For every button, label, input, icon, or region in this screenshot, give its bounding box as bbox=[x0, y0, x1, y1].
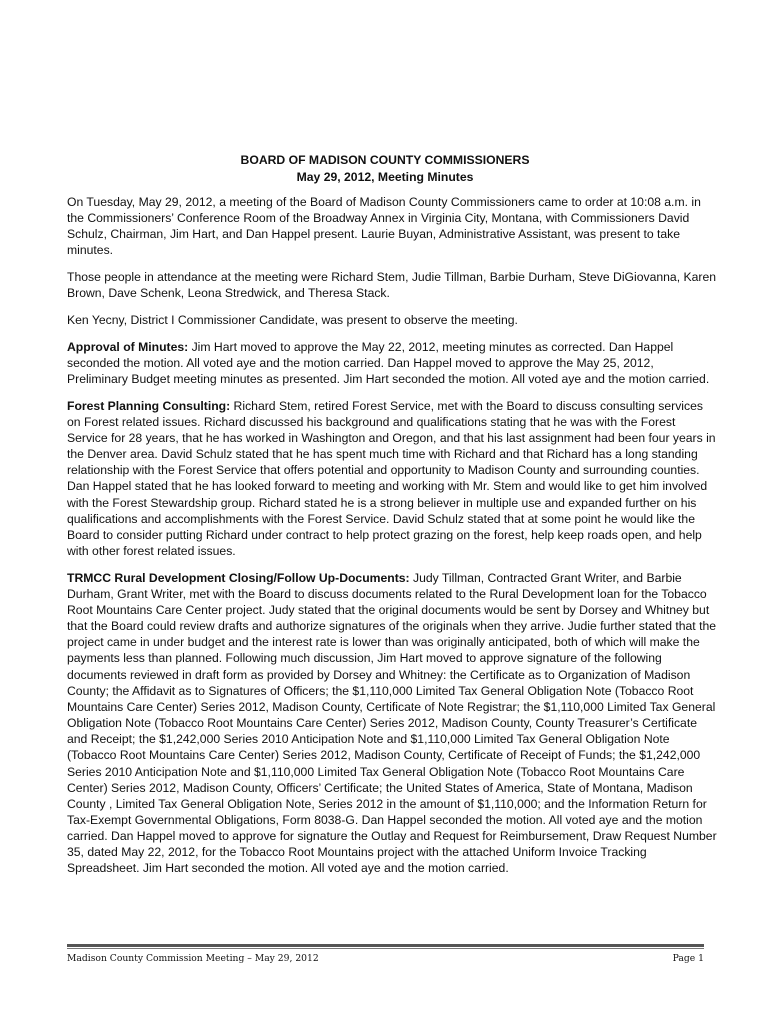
forest-text: Richard Stem, retired Forest Service, met with the Board to discuss consulting services on Forest related issues. Richard discussed his background and qualifications stating that he was with the Forest Service for 28 years, that he has worked in Washington and Oregon, and that his last assignment had been four years in the Denver area. David Schulz stated that he has spent much time with Richard and that Richard has a long standing relationship with the Forest Service that offers potential and opportunity to Madison County and surrounding counties. Dan Happel stated that he has looked forward to meeting and working with Mr. Stem and would like to get him involved with the Forest Stewardship group. Richard stated he is a strong believer in multiple use and expanded further on his qualifications and accomplishments with the Forest Service. David Schulz stated that at some point he would like the Board to consider putting Richard under contract to help protect grazing on the forest, help keep roads open, and help with other forest related issues. bbox=[67, 398, 716, 558]
attendance-paragraph: Those people in attendance at the meeting were Richard Stem, Judie Tillman, Barbie Durham, Steve DiGiovanna, Karen Brown, Dave Schenk, Leona Stredwick, and Theresa Stack. bbox=[67, 270, 716, 301]
approval-section bbox=[67, 339, 717, 387]
intro-paragraph: On Tuesday, May 29, 2012, a meeting of the Board of Madison County Commissioners came to order at 10:08 a.m. in the Commissioners’ Conference Room of the Broadway Annex in Virginia City, Montana, with Commissioners David Schulz, Chairman, Jim Hart, and Dan Happel present. Laurie Buyan, Administrative Assistant, was present to take minutes. bbox=[67, 195, 701, 258]
approval-text: Jim Hart moved to approve the May 22, 2012, meeting minutes as corrected. Dan Happel seconded the motion. All voted aye and the motion carried. Dan Happel moved to approve the May 25, 2012, Preliminary Budget meeting minutes as presented. Jim Hart seconded the motion. All voted aye and the motion carried. bbox=[67, 339, 710, 386]
document-header bbox=[67, 152, 703, 186]
document-subtitle: May 29, 2012, Meeting Minutes bbox=[296, 170, 474, 184]
approval-heading: Approval of Minutes: bbox=[67, 339, 189, 354]
minutes-body bbox=[67, 194, 717, 887]
footer-divider-thin bbox=[67, 948, 704, 949]
forest-heading: Forest Planning Consulting: bbox=[67, 398, 231, 413]
footer-divider bbox=[67, 944, 704, 947]
trmcc-section bbox=[67, 570, 717, 877]
forest-section bbox=[67, 398, 717, 560]
trmcc-text: Judy Tillman, Contracted Grant Writer, and Barbie Durham, Grant Writer, met with the Board to discuss documents related to the Rural Development loan for the Tobacco Root Mountains Care Center project. Judy stated that the original documents would be sent by Dorsey and Whitney but that the Board could review drafts and authorize signatures of the originals when they arrive. Judie further stated that the project came in under budget and the interest rate is lower than was originally anticipated, both of which will make the payments less than planned. Following much discussion, Jim Hart moved to approve signature of the following documents reviewed in draft form as provided by Dorsey and Whitney: the Certificate as to Organization of Madison County; the Affidavit as to Signatures of Officers; the $1,110,000 Limited Tax General Obligation Note (Tobacco Root Mountains Care Center) Series 2012, Madison County, Certificate of Note Registrar; the $1,110,000 Limited Tax General Obligation Note (Tobacco Root Mountains Care Center) Series 2012, Madison County, County Treasurer’s Certificate and Receipt; the $1,242,000 Series 2010 Anticipation Note and $1,110,000 Limited Tax General Obligation Note (Tobacco Root Mountains Care Center) Series 2012, Madison County, Certificate of Receipt of Funds; the $1,242,000 Series 2010 Anticipation Note and $1,110,000 Limited Tax General Obligation Note (Tobacco Root Mountains Care Center) Series 2012, Madison County, Officers’ Certificate; the United States of America, State of Montana, Madison County , Limited Tax General Obligation Note, Series 2012 in the amount of $1,110,000; and the Information Return for Tax-Exempt Governmental Obligations, Form 8038-G. Dan Happel seconded the motion. All voted aye and the motion carried. Dan Happel moved to approve for signature the Outlay and Request for Reimbursement, Draw Request Number 35, dated May 22, 2012, for the Tobacco Root Mountains project with the attached Uniform Invoice Tracking Spreadsheet. Jim Hart seconded the motion. All voted aye and the motion carried. bbox=[67, 570, 717, 876]
observer-paragraph: Ken Yecny, District I Commissioner Candidate, was present to observe the meeting. bbox=[67, 312, 518, 327]
footer-meeting-label: Madison County Commission Meeting – May 29, 2012 bbox=[67, 953, 319, 964]
document-title: BOARD OF MADISON COUNTY COMMISSIONERS bbox=[240, 153, 530, 167]
trmcc-heading: TRMCC Rural Development Closing/Follow Up-Documents: bbox=[67, 570, 410, 585]
footer-page-number: Page 1 bbox=[672, 953, 704, 964]
